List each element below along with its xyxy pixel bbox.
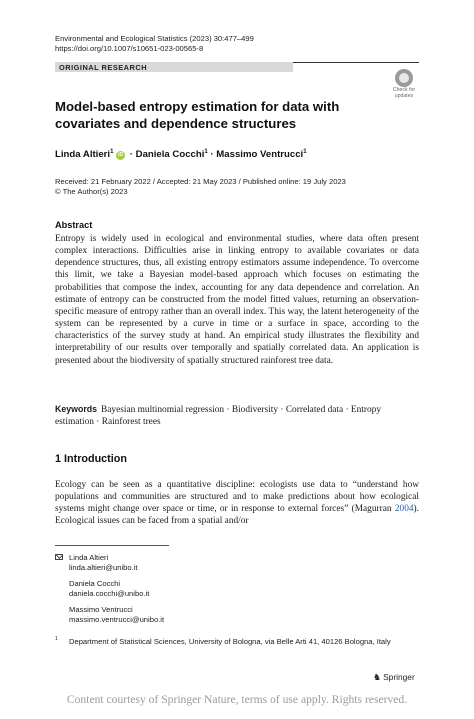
contact-name: Massimo Ventrucci	[69, 605, 133, 614]
introduction-body	[55, 479, 419, 528]
footnote-divider	[55, 545, 169, 546]
contact-name: Daniela Cocchi	[69, 579, 121, 588]
section-label: ORIGINAL RESEARCH	[59, 63, 148, 72]
history-dates: Received: 21 February 2022 / Accepted: 21 May 2023 / Published online: 19 July 2023	[55, 177, 346, 186]
contact-email[interactable]: linda.altieri@unibo.it	[69, 563, 138, 572]
publication-dates	[55, 177, 346, 197]
contact-name: Linda Altieri	[69, 553, 109, 562]
affiliation-number: 1	[55, 636, 58, 642]
paper-title: Model-based entropy estimation for data with covariates and dependence structures	[55, 99, 340, 131]
journal-citation: Environmental and Ecological Statistics (2023) 30:477–499	[55, 34, 254, 43]
copyright-line: © The Author(s) 2023	[55, 187, 128, 196]
author-name[interactable]: Massimo Ventrucci	[216, 149, 304, 161]
intro-text-continued: ). Ecological issues can be faced from a spatial and/or	[55, 504, 419, 527]
journal-header	[55, 34, 254, 54]
author-separator: ·	[127, 149, 136, 161]
author-name[interactable]: Linda Altieri	[55, 149, 111, 161]
springer-horse-icon: ♞	[373, 672, 382, 682]
publisher-logo[interactable]	[373, 672, 415, 683]
check-for-updates-badge[interactable]	[389, 69, 419, 99]
abstract-heading: Abstract	[55, 220, 93, 230]
section-heading-introduction: 1 Introduction	[55, 453, 127, 465]
publisher-name: Springer	[383, 672, 415, 682]
citation-link[interactable]: 2004	[394, 504, 414, 515]
doi-link[interactable]: https://doi.org/10.1007/s10651-023-00565-8	[55, 44, 204, 53]
crossmark-icon-inner	[399, 73, 409, 83]
courtesy-watermark: Content courtesy of Springer Nature, terms of use apply. Rights reserved.	[66, 693, 408, 706]
author-list	[55, 149, 307, 160]
contact-email[interactable]: massimo.ventrucci@unibo.it	[69, 615, 165, 624]
intro-text: Ecology can be seen as a quantitative discipline: ecologists use data to “understand how populations and communities are structured and to make predictions about how ecological systems might change over space or time, or in response to external forces” (Magurran	[55, 480, 419, 515]
abstract-body: Entropy is widely used in ecological and environmental studies, where data often present complex interactions. Difficulties arise in linking entropy to available covariates or data dependence structures, thus, all existing entropy estimators assume independence. To overcome this limit, we take a Bayesian model-based approach which focuses on estimating the probabilities that compose the index, accounting for any data dependence and correlation. An estimate of entropy can be constructed from the model fitted values, returning an observation-specific measure of entropy rather than an overall index. This way, the latent heterogeneity of the system can be represented by a curve in time or a surface in space, according to the characteristics of the survey study at hand. An empirical study illustrates the flexibility and interpretability of our results over temporally and spatially correlated data. An application is presented about the biodiversity of spatially structured rainforest tree data.	[55, 234, 419, 366]
section-bar-rule	[293, 62, 419, 63]
envelope-icon	[55, 554, 63, 560]
affiliation-text: Department of Statistical Sciences, University of Bologna, via Belle Arti 41, 40126 Bologna, Italy	[69, 637, 391, 646]
contact-entry	[69, 579, 149, 599]
contact-entry	[69, 553, 138, 573]
contact-entry	[69, 605, 164, 625]
keywords-block	[55, 403, 419, 428]
author-separator: ·	[207, 149, 217, 161]
affiliation-mark: 1	[303, 149, 307, 155]
keywords-label: Keywords	[55, 404, 98, 414]
check-for-updates-label: Check for updates	[392, 87, 416, 99]
orcid-icon[interactable]: iD	[118, 152, 124, 159]
keywords-list: Bayesian multinomial regression · Biodiversity · Correlated data · Entropy estimation · Rainforest trees	[55, 405, 382, 428]
section-bar	[55, 62, 419, 72]
contact-email[interactable]: daniela.cocchi@unibo.it	[69, 589, 150, 598]
affiliation-mark: 1	[204, 149, 208, 155]
affiliation-mark: 1	[110, 149, 114, 155]
author-name[interactable]: Daniela Cocchi	[135, 149, 205, 161]
